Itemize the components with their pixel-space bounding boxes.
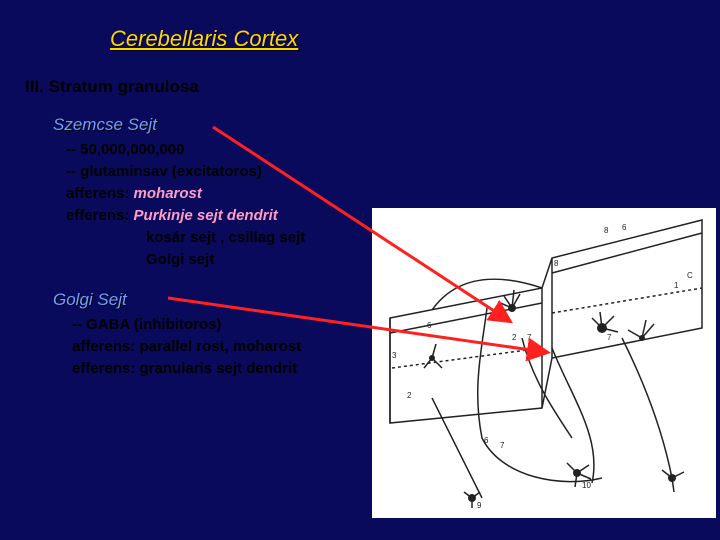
label-c: C xyxy=(687,271,693,280)
label-2: 2 xyxy=(512,333,517,342)
slide-title: Cerebellaris Cortex xyxy=(110,26,299,51)
label-8a: 8 xyxy=(604,226,609,235)
szemcse-efferens-2: kosár sejt , csillag sejt xyxy=(146,229,306,246)
szemcse-count: -- 50,000,000,000 xyxy=(66,141,185,158)
golgi-efferens: efferens: granularis sejt dendrit xyxy=(72,360,298,377)
golgi-afferens: afferens: parallel rost, moharost xyxy=(72,338,302,355)
label-3: 3 xyxy=(392,351,397,360)
efferens-value: Purkinje sejt dendrit xyxy=(133,207,278,224)
label-1: 1 xyxy=(674,281,679,290)
label-10: 10 xyxy=(582,481,591,490)
szemcse-transmitter: -- glutaminsav (excitatoros) xyxy=(66,163,262,180)
golgi-heading: Golgi Sejt xyxy=(53,290,127,309)
szemcse-heading: Szemcse Sejt xyxy=(53,115,157,134)
szemcse-efferens-3: Golgi sejt xyxy=(146,251,215,268)
label-6c: 6 xyxy=(484,436,489,445)
label-6b: 6 xyxy=(427,321,432,330)
label-6a: 6 xyxy=(622,223,627,232)
label-7a: 7 xyxy=(527,333,532,342)
label-7b: 7 xyxy=(607,333,612,342)
golgi-transmitter: -- GABA (inhibitoros) xyxy=(72,316,222,333)
afferens-label: afferens: xyxy=(66,185,130,202)
efferens-label: efferens: xyxy=(66,207,130,224)
label-7c: 7 xyxy=(500,441,505,450)
section-heading: III. Stratum granulosa xyxy=(25,77,199,96)
afferens-value: moharost xyxy=(133,185,202,202)
label-9: 9 xyxy=(477,501,482,510)
label-8b: 8 xyxy=(554,259,559,268)
label-2b: 2 xyxy=(407,391,412,400)
szemcse-arrow xyxy=(213,127,508,320)
